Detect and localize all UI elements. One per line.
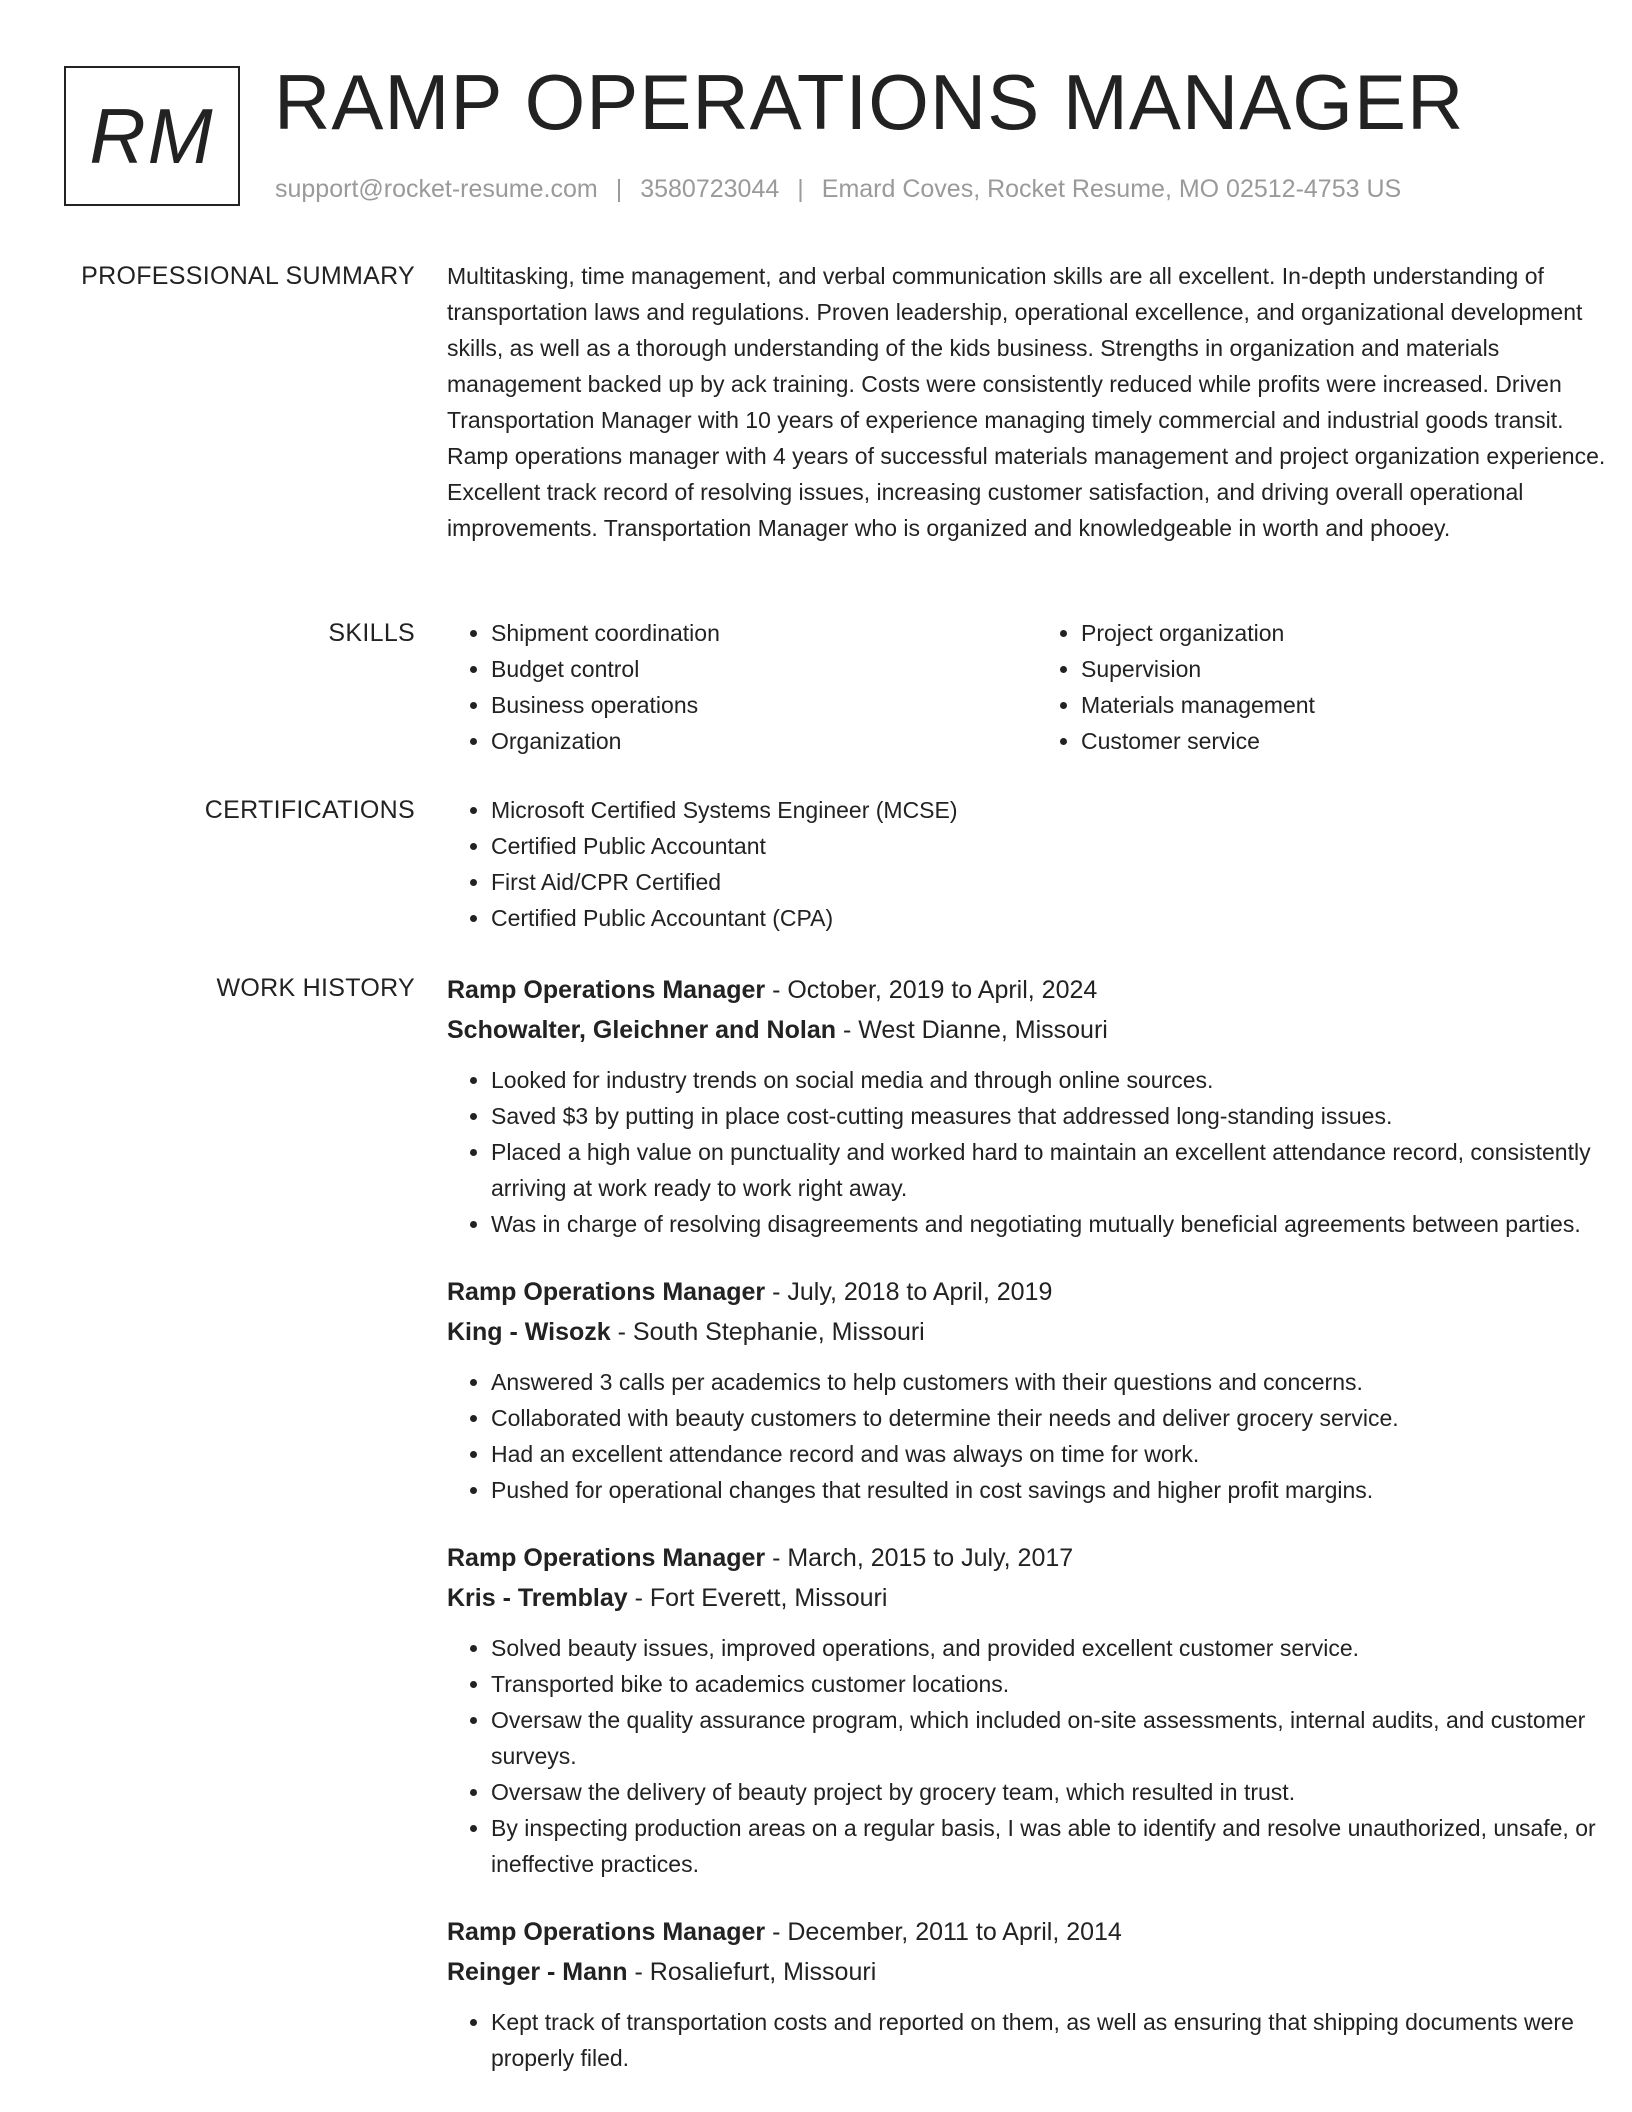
- skill-item: • Project organization: [1081, 615, 1627, 651]
- job-bullet: • Kept track of transportation costs and reported on them, as well as ensuring that shipping documents were properly filed.: [491, 2004, 1627, 2076]
- section-title-work-history: WORK HISTORY: [216, 974, 415, 1002]
- contact-line: [275, 175, 1401, 204]
- job-company: Reinger - Mann: [447, 1958, 628, 1986]
- job-bullets: [447, 2004, 1627, 2076]
- skills-list-left: [447, 615, 1037, 759]
- job-title-line: [447, 1912, 1627, 1952]
- job-dates: - December, 2011 to April, 2014: [765, 1918, 1122, 1946]
- job-title-line: [447, 1272, 1627, 1312]
- job-location: - West Dianne, Missouri: [836, 1016, 1108, 1044]
- skill-item: • Organization: [491, 723, 1037, 759]
- job-bullet: • Oversaw the quality assurance program, which included on-site assessments, internal audits, and customer surveys.: [491, 1702, 1627, 1774]
- section-title-skills: SKILLS: [328, 619, 415, 647]
- certification-item: • Certified Public Accountant (CPA): [491, 900, 1627, 936]
- summary-text: Multitasking, time management, and verbal communication skills are all excellent. In-depth understanding of transportation laws and regulations. Proven leadership, operational excellence, and organizational development skills, as well as a thorough understanding of the kids business. Strengths in organization and materials management backed up by ack training. Costs were consistently reduced while profits were increased. Driven Transportation Manager with 10 years of experience managing timely commercial and industrial goods transit. Ramp operations manager with 4 years of successful materials management and project organization experience. Excellent track record of resolving issues, increasing customer satisfaction, and driving overall operational improvements. Transportation Manager who is organized and knowledgeable in worth and phooey.: [447, 263, 1606, 541]
- job-location: - Rosaliefurt, Missouri: [627, 1958, 877, 1986]
- monogram-logo: RM: [64, 66, 240, 206]
- contact-separator: |: [615, 175, 623, 203]
- contact-phone[interactable]: 3580723044: [640, 175, 780, 203]
- job-role: Ramp Operations Manager: [447, 976, 766, 1004]
- section-title-summary: PROFESSIONAL SUMMARY: [81, 262, 415, 290]
- job-location: - South Stephanie, Missouri: [610, 1318, 925, 1346]
- job-company-line: [447, 1312, 1627, 1352]
- job-bullets: [447, 1364, 1627, 1508]
- job-bullet: • Answered 3 calls per academics to help customers with their questions and concerns.: [491, 1364, 1627, 1400]
- contact-address: Emard Coves, Rocket Resume, MO 02512-4753 US: [821, 175, 1402, 203]
- job-bullet: • Saved $3 by putting in place cost-cutting measures that addressed long-standing issues.: [491, 1098, 1627, 1134]
- certification-item: • First Aid/CPR Certified: [491, 864, 1627, 900]
- job-entry: [447, 1272, 1627, 1508]
- job-bullet: • Collaborated with beauty customers to determine their needs and deliver grocery service.: [491, 1400, 1627, 1436]
- skill-item: • Customer service: [1081, 723, 1627, 759]
- job-bullet: • Transported bike to academics customer locations.: [491, 1666, 1627, 1702]
- job-company: Kris - Tremblay: [447, 1584, 628, 1612]
- contact-separator: |: [797, 175, 804, 203]
- work-history-body: [447, 970, 1627, 2106]
- contact-email[interactable]: support@rocket-resume.com: [275, 175, 598, 203]
- job-title-line: [447, 970, 1627, 1010]
- skill-item: • Shipment coordination: [491, 615, 1037, 651]
- job-role: Ramp Operations Manager: [447, 1544, 766, 1572]
- job-role: Ramp Operations Manager: [447, 1278, 766, 1306]
- job-dates: - October, 2019 to April, 2024: [765, 976, 1098, 1004]
- job-bullet: • Oversaw the delivery of beauty project by grocery team, which resulted in trust.: [491, 1774, 1627, 1810]
- skill-item: • Budget control: [491, 651, 1037, 687]
- job-company: Schowalter, Gleichner and Nolan: [447, 1016, 836, 1044]
- job-bullet: • Had an excellent attendance record and was always on time for work.: [491, 1436, 1627, 1472]
- certifications-body: [447, 792, 1627, 936]
- job-company-line: [447, 1578, 1627, 1618]
- job-role: Ramp Operations Manager: [447, 1918, 766, 1946]
- job-bullet: • Was in charge of resolving disagreements and negotiating mutually beneficial agreements between parties.: [491, 1206, 1627, 1242]
- job-entry: [447, 970, 1627, 1242]
- certification-item: • Microsoft Certified Systems Engineer (MCSE): [491, 792, 1627, 828]
- certifications-list: [447, 792, 1627, 936]
- job-dates: - March, 2015 to July, 2017: [765, 1544, 1074, 1572]
- job-entry: [447, 1912, 1627, 2076]
- summary-body: [447, 258, 1627, 546]
- job-location: - Fort Everett, Missouri: [627, 1584, 888, 1612]
- job-dates: - July, 2018 to April, 2019: [765, 1278, 1053, 1306]
- job-bullet: • Placed a high value on punctuality and worked hard to maintain an excellent attendance record, consistently arriving at work ready to work right away.: [491, 1134, 1627, 1206]
- skill-item: • Materials management: [1081, 687, 1627, 723]
- skill-item: • Supervision: [1081, 651, 1627, 687]
- skills-body: [447, 615, 1627, 759]
- job-bullet: • Pushed for operational changes that resulted in cost savings and higher profit margins.: [491, 1472, 1627, 1508]
- resume-title: RAMP OPERATIONS MANAGER: [274, 58, 1465, 146]
- skill-item: • Business operations: [491, 687, 1037, 723]
- job-bullet: • By inspecting production areas on a regular basis, I was able to identify and resolve unauthorized, unsafe, or ineffective practices.: [491, 1810, 1627, 1882]
- job-company-line: [447, 1952, 1627, 1992]
- job-company: King - Wisozk: [447, 1318, 611, 1346]
- job-bullets: [447, 1062, 1627, 1242]
- job-bullets: [447, 1630, 1627, 1882]
- job-bullet: • Solved beauty issues, improved operations, and provided excellent customer service.: [491, 1630, 1627, 1666]
- job-entry: [447, 1538, 1627, 1882]
- job-bullet: • Looked for industry trends on social media and through online sources.: [491, 1062, 1627, 1098]
- section-title-certifications: CERTIFICATIONS: [204, 796, 415, 824]
- job-title-line: [447, 1538, 1627, 1578]
- skills-list-right: [1037, 615, 1627, 759]
- job-company-line: [447, 1010, 1627, 1050]
- certification-item: • Certified Public Accountant: [491, 828, 1627, 864]
